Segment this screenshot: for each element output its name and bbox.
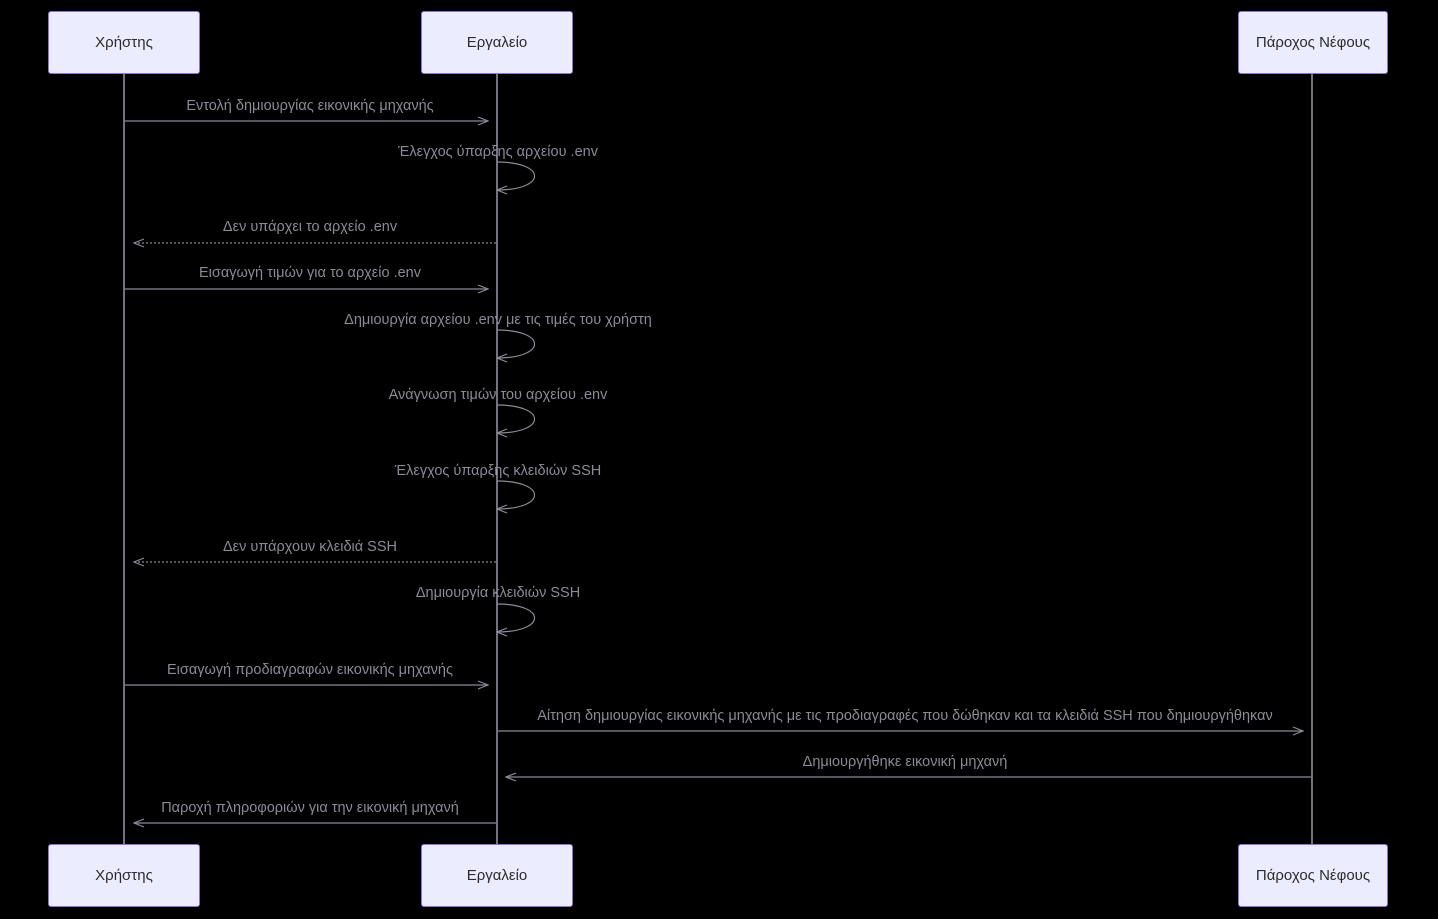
actor-box-cloud-bottom[interactable] (1238, 844, 1388, 907)
message-label-5: Ανάγνωση τιμών του αρχείου .env (388, 387, 608, 403)
actor-box-user-bottom[interactable] (48, 844, 200, 907)
actor-box-tool-top[interactable] (421, 11, 573, 74)
actor-box-user-top[interactable] (48, 11, 200, 74)
message-label-9: Εισαγωγή προδιαγραφών εικονικής μηχανής (167, 662, 453, 678)
message-label-11: Δημιουργήθηκε εικονική μηχανή (802, 754, 1008, 770)
message-label-1: Έλεγχος ύπαρξης αρχείου .env (398, 144, 598, 160)
message-label-3: Εισαγωγή τιμών για το αρχείο .env (199, 265, 421, 281)
message-label-0: Εντολή δημιουργίας εικονικής μηχανής (186, 98, 434, 114)
message-label-8: Δημιουργία κλειδιών SSH (415, 585, 581, 601)
actor-label-cloud-top: Πάροχος Νέφους (1255, 34, 1371, 51)
actor-label-tool-bottom: Εργαλείο (466, 867, 528, 884)
message-label-2: Δεν υπάρχει το αρχείο .env (222, 219, 398, 235)
message-label-7: Δεν υπάρχουν κλειδιά SSH (223, 539, 397, 555)
message-label-10: Αίτηση δημιουργίας εικονικής μηχανής με τις προδιαγραφές που δώθηκαν και τα κλειδιά SSH που δημιουργήθηκαν (537, 708, 1273, 724)
actor-box-cloud-top[interactable] (1238, 11, 1388, 74)
lifelines (124, 73, 1312, 846)
actor-box-tool-bottom[interactable] (421, 844, 573, 907)
actor-label-user-top: Χρήστης (95, 34, 153, 51)
actor-label-tool-top: Εργαλείο (466, 34, 528, 51)
message-label-12: Παροχή πληροφοριών για την εικονική μηχανή (161, 800, 459, 816)
actor-label-cloud-bottom: Πάροχος Νέφους (1255, 867, 1371, 884)
message-label-4: Δημιουργία αρχείου .env με τις τιμές του χρήστη (344, 312, 652, 328)
message-label-6: Έλεγχος ύπαρξης κλειδιών SSH (394, 463, 602, 479)
actor-label-user-bottom: Χρήστης (95, 867, 153, 884)
